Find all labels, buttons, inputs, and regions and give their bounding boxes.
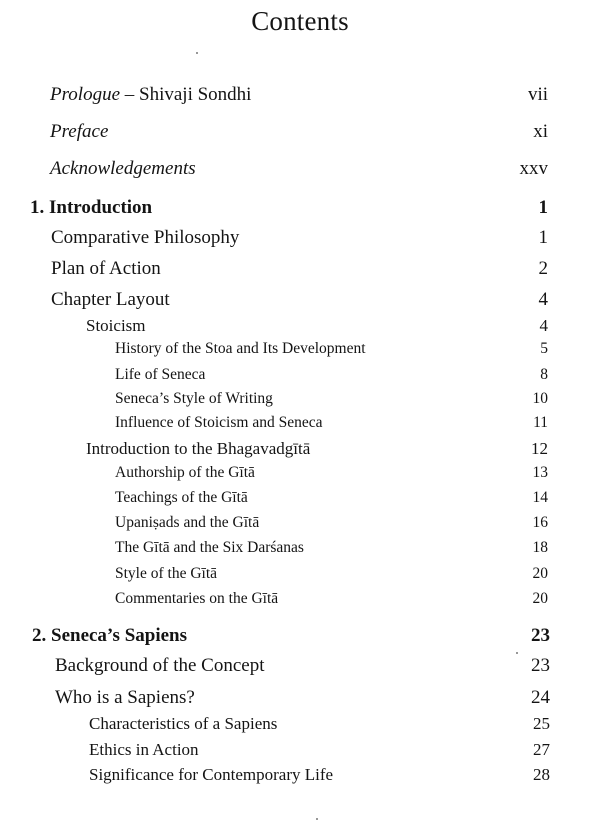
- toc-entry-label: Significance for Contemporary Life: [89, 765, 334, 784]
- scan-speck: [196, 52, 198, 54]
- toc-subsubsection[interactable]: [115, 535, 548, 561]
- toc-subsubsection[interactable]: [115, 485, 548, 511]
- toc-page-number: 27: [533, 740, 550, 759]
- toc-entry-label: Comparative Philosophy: [51, 227, 240, 248]
- toc-entry-acknowledgements[interactable]: [50, 156, 548, 182]
- toc-subsection[interactable]: [89, 711, 550, 737]
- toc-entry-preface[interactable]: [50, 119, 548, 145]
- toc-entry-label: Style of the Gītā: [115, 565, 218, 582]
- toc-page-number: 18: [532, 539, 548, 556]
- toc-entry-label: Ethics in Action: [89, 740, 199, 759]
- toc-entry-label: 1. Introduction: [30, 197, 153, 218]
- scan-speck: [516, 652, 518, 654]
- toc-section[interactable]: [51, 225, 548, 251]
- toc-entry-label: Acknowledgements: [50, 158, 196, 179]
- toc-subsection[interactable]: [86, 436, 548, 462]
- toc-section[interactable]: [51, 256, 548, 282]
- toc-entry-label: Chapter Layout: [51, 289, 170, 310]
- toc-chapter-2[interactable]: [32, 623, 550, 649]
- toc-page-number: xi: [533, 121, 548, 142]
- toc-subsection[interactable]: [89, 762, 550, 788]
- toc-page-number: 4: [538, 289, 548, 310]
- toc-entry-label: Characteristics of a Sapiens: [89, 714, 278, 733]
- toc-section[interactable]: [55, 685, 550, 711]
- toc-entry-label: Preface: [50, 121, 109, 142]
- toc-page-number: vii: [527, 84, 548, 105]
- toc-page-number: 1: [538, 227, 548, 248]
- toc-subsubsection[interactable]: [115, 362, 548, 388]
- toc-entry-label: Who is a Sapiens?: [55, 687, 195, 708]
- toc-entry-label: Stoicism: [86, 316, 146, 335]
- toc-entry-label: The Gītā and the Six Darśanas: [115, 539, 304, 556]
- toc-entry-label: Commentaries on the Gītā: [115, 590, 279, 607]
- toc-subsubsection[interactable]: [115, 336, 548, 362]
- toc-subsection[interactable]: [89, 737, 550, 763]
- toc-entry-label: Seneca’s Style of Writing: [115, 390, 273, 407]
- page-title: Contents: [251, 6, 349, 36]
- toc-entry-label: – Shivaji Sondhi: [120, 84, 252, 105]
- toc-section[interactable]: [55, 653, 550, 679]
- toc-page-number: 16: [532, 514, 548, 531]
- toc-page-number: 14: [532, 489, 548, 506]
- toc-page-number: xxv: [519, 158, 548, 179]
- toc-page-number: 25: [533, 714, 550, 733]
- toc-page-number: 8: [540, 366, 548, 383]
- toc-page-number: 11: [533, 414, 548, 431]
- toc-subsubsection[interactable]: [115, 586, 548, 612]
- toc-entry-label: Authorship of the Gītā: [115, 464, 255, 481]
- toc-page-number: 23: [531, 655, 550, 676]
- toc-entry-label: History of the Stoa and Its Development: [115, 340, 366, 357]
- toc-entry-label: Introduction to the Bhagavadgītā: [86, 439, 311, 458]
- toc-page-number: 20: [532, 590, 548, 607]
- toc-page-number: 20: [532, 565, 548, 582]
- toc-page-number: 13: [532, 464, 548, 481]
- toc-entry-label: Plan of Action: [51, 258, 161, 279]
- scan-speck: [316, 818, 318, 820]
- toc-subsubsection[interactable]: [115, 386, 548, 412]
- toc-subsubsection[interactable]: [115, 460, 548, 486]
- toc-page-number: 23: [531, 625, 550, 646]
- toc-entry-prologue[interactable]: [50, 82, 548, 108]
- toc-entry-label: Upaniṣads and the Gītā: [115, 514, 260, 531]
- toc-page-number: 12: [531, 439, 548, 458]
- toc-entry-label: 2. Seneca’s Sapiens: [32, 625, 188, 646]
- toc-page-number: 24: [531, 687, 550, 708]
- toc-page-number: 2: [538, 258, 548, 279]
- toc-page-number: 1: [538, 197, 548, 218]
- toc-page-number: 10: [532, 390, 548, 407]
- toc-entry-label: Influence of Stoicism and Seneca: [115, 414, 323, 431]
- toc-subsubsection[interactable]: [115, 510, 548, 536]
- toc-entry-label: Teachings of the Gītā: [115, 489, 248, 506]
- toc-section[interactable]: [51, 287, 548, 313]
- toc-page-number: 4: [539, 316, 548, 335]
- toc-chapter-1[interactable]: [30, 195, 548, 221]
- toc-subsubsection[interactable]: [115, 561, 548, 587]
- toc-entry-label: Background of the Concept: [55, 655, 265, 676]
- toc-subsubsection[interactable]: [115, 410, 548, 436]
- toc-entry-prefix: Prologue: [50, 84, 121, 105]
- toc-entry-label: Life of Seneca: [115, 366, 206, 383]
- toc-page-number: 5: [540, 340, 548, 357]
- toc-page-number: 28: [533, 765, 550, 784]
